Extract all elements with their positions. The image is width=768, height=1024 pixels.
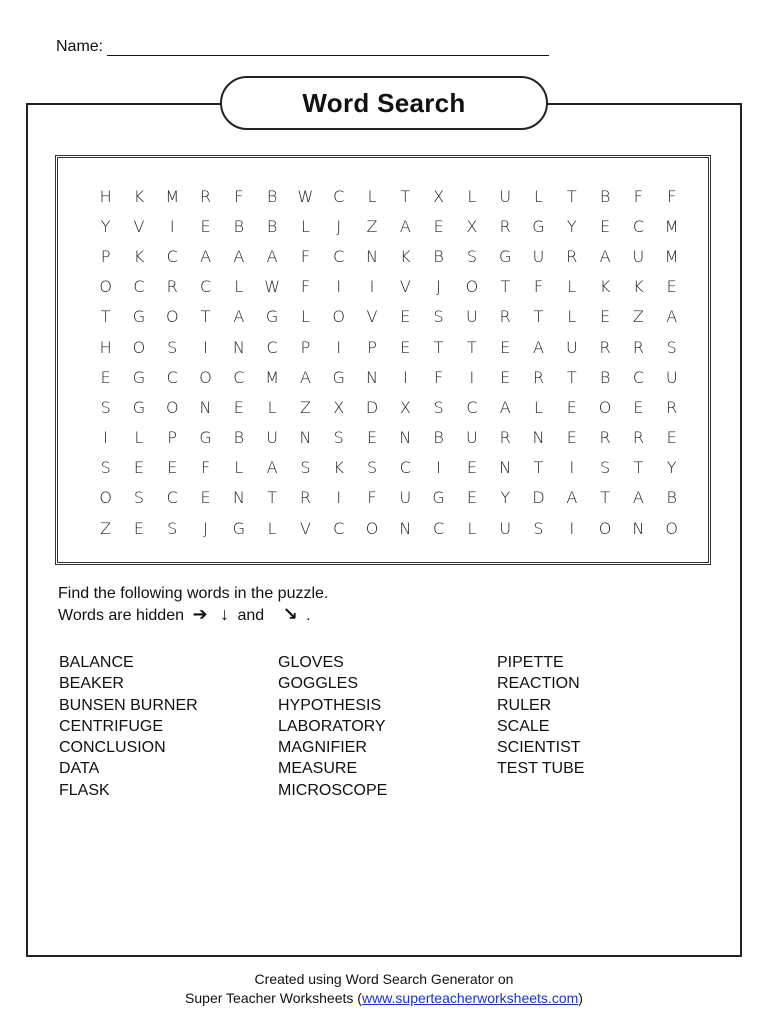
grid-letter: T: [600, 488, 610, 508]
grid-letter: X: [399, 397, 411, 417]
word-list-item: GOGGLES: [278, 675, 359, 693]
grid-letter: N: [399, 518, 412, 538]
grid-letter: E: [433, 216, 444, 236]
grid-letter: M: [664, 216, 679, 236]
grid-letter: O: [665, 518, 678, 538]
grid-letter: B: [233, 428, 245, 448]
grid-letter: U: [532, 246, 545, 266]
worksheet-title: [220, 76, 548, 130]
grid-letter: T: [400, 186, 411, 206]
grid-letter: E: [466, 458, 477, 478]
grid-letter: K: [633, 277, 644, 297]
grid-letter: F: [300, 246, 311, 266]
grid-letter: B: [266, 186, 278, 206]
grid-letter: I: [336, 337, 342, 357]
grid-letter: O: [132, 337, 146, 357]
grid-letter: E: [233, 397, 244, 417]
instructions-line-1: Find the following words in the puzzle.: [58, 585, 329, 602]
grid-letter: A: [200, 246, 212, 266]
grid-letter: Y: [566, 216, 577, 236]
grid-letter: O: [99, 277, 112, 297]
arrow-diagonal-icon: ↘: [282, 604, 298, 624]
grid-letter: E: [200, 488, 211, 508]
grid-letter: N: [632, 518, 645, 538]
word-list-item: DATA: [59, 760, 100, 778]
grid-letter: L: [467, 186, 477, 206]
grid-letter: U: [565, 337, 578, 357]
grid-letter: C: [133, 277, 145, 297]
grid-letter: I: [469, 367, 475, 387]
grid-letter: E: [133, 458, 144, 478]
grid-letter: U: [499, 518, 512, 538]
grid-letter: U: [399, 488, 412, 508]
grid-letter: E: [400, 337, 411, 357]
grid-letter: C: [166, 367, 178, 387]
grid-letter: I: [103, 428, 108, 448]
word-list-item: CONCLUSION: [59, 739, 166, 757]
grid-letter: L: [300, 307, 310, 327]
grid-letter: I: [436, 458, 441, 478]
word-list-item: MICROSCOPE: [278, 781, 388, 799]
grid-letter: R: [166, 277, 178, 297]
grid-letter: V: [133, 216, 145, 236]
grid-letter: R: [199, 186, 212, 206]
grid-letter: D: [365, 397, 379, 417]
grid-letter: J: [203, 518, 208, 538]
grid-letter: G: [432, 488, 445, 508]
grid-letter: D: [532, 488, 545, 508]
grid-letter: V: [399, 277, 411, 297]
grid-letter: Z: [299, 397, 311, 417]
grid-letter: A: [266, 246, 278, 266]
grid-letter: E: [600, 307, 611, 327]
grid-letter: S: [133, 488, 145, 508]
grid-letter: E: [666, 277, 677, 297]
grid-letter: A: [499, 397, 511, 417]
grid-letter: J: [436, 277, 441, 297]
grid-letter: A: [566, 488, 578, 508]
grid-letter: F: [367, 488, 377, 508]
grid-letter: R: [299, 488, 311, 508]
grid-letter: S: [433, 397, 444, 417]
grid-letter: E: [566, 428, 577, 448]
grid-letter: H: [99, 337, 112, 357]
grid-letter: T: [100, 307, 111, 327]
grid-letter: U: [466, 428, 478, 448]
grid-letter: T: [533, 458, 544, 478]
grid-letter: G: [132, 367, 146, 387]
grid-letter: I: [336, 488, 342, 508]
grid-letter: N: [199, 397, 212, 417]
grid-letter: S: [366, 458, 378, 478]
grid-letter: T: [200, 307, 211, 327]
word-list-item: TEST TUBE: [497, 760, 585, 778]
word-list-item: SCIENTIST: [497, 739, 581, 757]
instructions: [58, 583, 328, 626]
grid-letter: P: [167, 428, 178, 448]
grid-letter: X: [466, 216, 478, 236]
grid-letter: B: [266, 216, 278, 236]
instructions-line-2: [58, 604, 328, 626]
grid-letter: A: [666, 307, 678, 327]
grid-letter: I: [169, 216, 175, 236]
grid-letter: A: [599, 246, 611, 266]
grid-letter: F: [533, 277, 544, 297]
grid-letter: N: [232, 488, 245, 508]
grid-letter: P: [100, 246, 111, 266]
grid-letter: B: [666, 488, 677, 508]
grid-letter: I: [569, 518, 575, 538]
grid-letter: U: [665, 367, 678, 387]
grid-letter: E: [566, 397, 577, 417]
grid-letter: G: [499, 246, 512, 266]
grid-letter: S: [100, 397, 111, 417]
grid-letter: E: [133, 518, 144, 538]
footer-line-1: Created using Word Search Generator on: [254, 971, 514, 987]
grid-letter: S: [167, 337, 178, 357]
grid-letter: C: [166, 488, 178, 508]
word-list-item: BEAKER: [59, 675, 124, 693]
grid-letter: C: [433, 518, 445, 538]
word-list-item: MAGNIFIER: [278, 739, 367, 757]
word-list-item: LABORATORY: [278, 717, 386, 735]
grid-letter: E: [200, 216, 211, 236]
grid-letter: L: [134, 428, 144, 448]
grid-letter: B: [599, 367, 611, 387]
footer: [0, 970, 768, 1008]
grid-letter: I: [336, 277, 342, 297]
grid-letter: A: [632, 488, 644, 508]
grid-letter: F: [667, 186, 677, 206]
grid-letter: K: [400, 246, 411, 266]
arrow-right-icon: ➔: [192, 604, 208, 624]
grid-letter: K: [333, 458, 344, 478]
grid-letter: L: [567, 307, 577, 327]
grid-letter: G: [332, 367, 345, 387]
grid-letter: E: [100, 367, 111, 387]
word-list-item: REACTION: [497, 675, 580, 693]
grid-letter: L: [534, 186, 543, 206]
grid-letter: R: [532, 367, 545, 387]
grid-letter: O: [365, 518, 379, 538]
grid-letter: E: [500, 337, 511, 357]
grid-letter: K: [133, 186, 145, 206]
name-row: [56, 38, 549, 56]
grid-letter: A: [233, 307, 245, 327]
grid-letter: C: [333, 246, 345, 266]
grid-letter: J: [336, 216, 342, 236]
word-list-item: FLASK: [59, 781, 110, 799]
footer-prefix: Super Teacher Worksheets (: [185, 990, 362, 1006]
grid-letter: B: [433, 428, 444, 448]
grid-letter: R: [499, 216, 511, 236]
grid-letter: K: [133, 246, 145, 266]
grid-letter: A: [299, 367, 311, 387]
letter-grid: [89, 181, 689, 543]
grid-letter: O: [199, 367, 212, 387]
grid-letter: P: [300, 337, 311, 357]
grid-letter: M: [265, 367, 280, 387]
grid-letter: L: [267, 397, 277, 417]
word-list-item: PIPETTE: [497, 654, 564, 671]
grid-letter: N: [499, 458, 512, 478]
grid-letter: C: [333, 518, 345, 538]
grid-letter: L: [567, 277, 577, 297]
footer-suffix: ): [578, 990, 583, 1006]
grid-letter: L: [534, 397, 543, 417]
grid-letter: T: [533, 307, 544, 327]
grid-letter: W: [297, 186, 314, 206]
grid-letter: C: [166, 246, 178, 266]
grid-letter: I: [203, 337, 208, 357]
grid-letter: R: [499, 307, 511, 327]
title-text: Word Search: [302, 87, 466, 118]
grid-letter: G: [199, 428, 212, 448]
grid-letter: T: [267, 488, 278, 508]
word-list-item: BUNSEN BURNER: [59, 696, 198, 714]
word-list-column-2: [278, 652, 387, 801]
grid-letter: L: [300, 216, 310, 236]
grid-letter: R: [566, 246, 578, 266]
grid-letter: O: [598, 518, 612, 538]
grid-letter: E: [366, 428, 378, 448]
grid-letter: A: [533, 337, 544, 357]
grid-letter: R: [632, 428, 644, 448]
grid-letter: B: [233, 216, 245, 236]
grid-letter: S: [300, 458, 311, 478]
grid-letter: M: [165, 186, 180, 206]
grid-letter: R: [666, 397, 678, 417]
grid-letter: K: [599, 277, 611, 297]
grid-letter: Z: [632, 307, 644, 327]
name-label: Name:: [56, 38, 104, 55]
grid-letter: F: [633, 186, 643, 206]
grid-letter: N: [366, 246, 378, 266]
grid-letter: Y: [666, 458, 677, 478]
grid-letter: E: [600, 216, 611, 236]
grid-letter: V: [366, 307, 378, 327]
grid-letter: U: [466, 307, 478, 327]
grid-letter: C: [632, 216, 644, 236]
instructions-prefix: Words are hidden: [58, 607, 184, 624]
footer-link[interactable]: www.superteacherworksheets.com: [361, 990, 579, 1006]
grid-letter: S: [466, 246, 477, 266]
grid-letter: G: [232, 518, 246, 538]
grid-letter: N: [399, 428, 412, 448]
grid-letter: M: [664, 246, 679, 266]
word-list-item: RULER: [497, 696, 552, 714]
grid-letter: B: [433, 246, 444, 266]
grid-letter: C: [266, 337, 278, 357]
grid-letter: C: [632, 367, 644, 387]
grid-letter: L: [367, 186, 377, 206]
grid-letter: G: [265, 307, 279, 327]
name-blank-line[interactable]: [107, 41, 549, 56]
grid-letter: R: [599, 337, 611, 357]
word-list-item: SCALE: [497, 717, 550, 735]
grid-letter: T: [467, 337, 477, 357]
grid-letter: P: [367, 337, 377, 357]
grid-letter: H: [99, 186, 112, 206]
grid-letter: C: [333, 186, 345, 206]
grid-letter: G: [532, 216, 545, 236]
word-list-item: HYPOTHESIS: [278, 696, 382, 714]
grid-letter: S: [666, 337, 677, 357]
grid-letter: O: [99, 488, 112, 508]
grid-letter: S: [100, 458, 111, 478]
grid-letter: R: [599, 428, 611, 448]
grid-letter: O: [465, 277, 479, 297]
grid-letter: O: [165, 307, 179, 327]
grid-letter: E: [500, 367, 511, 387]
grid-letter: E: [466, 488, 477, 508]
grid-letter: F: [234, 186, 244, 206]
grid-letter: L: [467, 518, 477, 538]
word-list-column-3: [497, 652, 584, 780]
grid-letter: Y: [100, 216, 111, 236]
grid-letter: C: [233, 367, 245, 387]
grid-letter: T: [500, 277, 511, 297]
footer-line-2: [0, 989, 768, 1008]
grid-letter: U: [266, 428, 278, 448]
grid-letter: I: [369, 277, 375, 297]
grid-letter: T: [633, 458, 644, 478]
grid-letter: W: [264, 277, 281, 297]
grid-letter: L: [267, 518, 277, 538]
grid-letter: O: [165, 397, 179, 417]
grid-letter: O: [332, 307, 346, 327]
grid-letter: A: [399, 216, 411, 236]
grid-letter: I: [569, 458, 575, 478]
grid-letter: T: [566, 367, 577, 387]
grid-letter: S: [533, 518, 544, 538]
grid-letter: E: [666, 428, 677, 448]
word-list-item: CENTRIFUGE: [59, 717, 163, 735]
grid-letter: G: [132, 307, 146, 327]
grid-letter: X: [433, 186, 445, 206]
word-list-column-1: [59, 652, 198, 801]
grid-letter: E: [167, 458, 178, 478]
grid-letter: V: [299, 518, 311, 538]
grid-letter: S: [600, 458, 611, 478]
grid-letter: I: [402, 367, 408, 387]
grid-letter: N: [299, 428, 312, 448]
grid-letter: L: [234, 277, 244, 297]
arrow-down-icon: ↓: [220, 604, 229, 624]
grid-letter: F: [200, 458, 211, 478]
grid-letter: X: [333, 397, 345, 417]
grid-letter: C: [199, 277, 212, 297]
grid-letter: B: [599, 186, 611, 206]
grid-letter: F: [434, 367, 444, 387]
grid-letter: N: [532, 428, 545, 448]
word-list-item: BALANCE: [59, 654, 134, 671]
grid-letter: Z: [366, 216, 378, 236]
grid-letter: A: [266, 458, 278, 478]
grid-letter: E: [633, 397, 644, 417]
grid-letter: U: [632, 246, 645, 266]
grid-letter: T: [566, 186, 577, 206]
grid-letter: Z: [100, 518, 112, 538]
grid-letter: R: [499, 428, 511, 448]
grid-letter: C: [466, 397, 478, 417]
grid-letter: A: [233, 246, 245, 266]
grid-letter: L: [234, 458, 244, 478]
instructions-and: and: [237, 607, 265, 624]
grid-letter: N: [232, 337, 245, 357]
grid-letter: S: [433, 307, 444, 327]
grid-letter: G: [132, 397, 146, 417]
grid-letter: O: [598, 397, 612, 417]
grid-letter: U: [499, 186, 512, 206]
grid-letter: S: [167, 518, 178, 538]
word-list-item: GLOVES: [278, 654, 344, 671]
grid-letter: T: [433, 337, 444, 357]
grid-letter: C: [399, 458, 411, 478]
grid-letter: Y: [500, 488, 511, 508]
grid-letter: E: [400, 307, 411, 327]
grid-letter: R: [632, 337, 644, 357]
grid-letter: F: [300, 277, 311, 297]
word-list-item: MEASURE: [278, 760, 358, 778]
grid-letter: N: [366, 367, 378, 387]
instructions-period: .: [306, 607, 311, 624]
grid-letter: S: [333, 428, 344, 448]
